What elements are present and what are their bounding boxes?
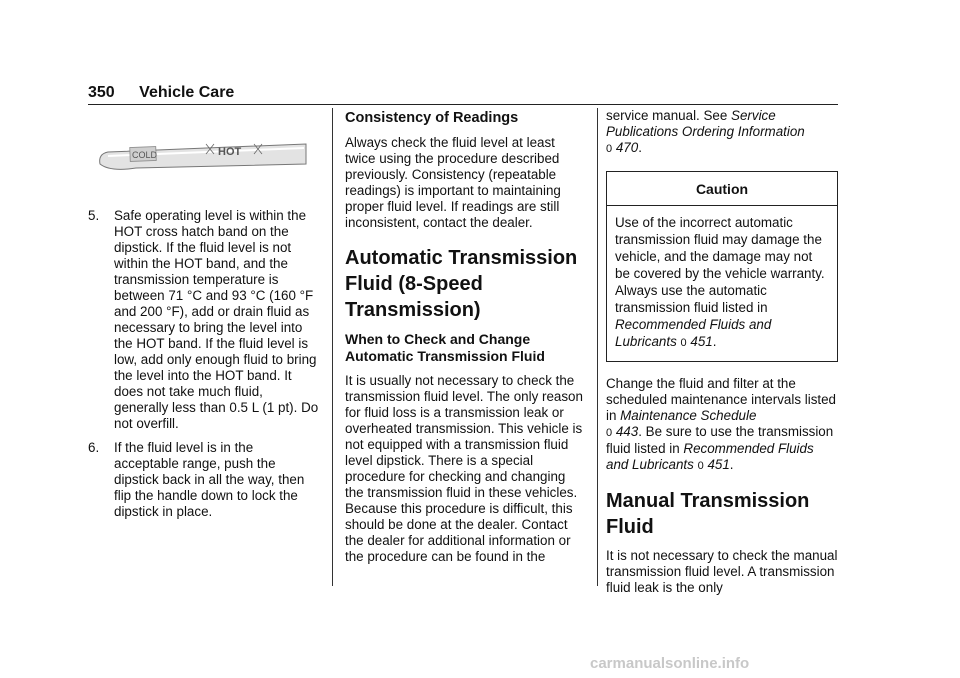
heading-consistency: Consistency of Readings <box>345 110 519 126</box>
watermark: carmanualsonline.info <box>590 655 750 672</box>
link-service-publications[interactable]: Service Publications Ordering Information 0 470 <box>606 108 805 155</box>
page-ref-icon: 0 <box>606 427 613 439</box>
page-ref-icon: 0 <box>606 143 613 155</box>
hot-label: HOT <box>218 146 242 158</box>
page-number: 350 <box>88 84 115 101</box>
heading-when-to-check: When to Check and Change Automatic Transmission Fluid <box>345 331 545 364</box>
step-text: If the fluid level is in the acceptable range, push the dipstick back in all the way, then flip the handle down to lock the dipstick in place. <box>114 440 305 519</box>
column-divider <box>332 108 333 586</box>
list-item <box>88 440 320 520</box>
step-text: Safe operating level is within the HOT cross hatch band on the dipstick. If the fluid level is not within the HOT band, and the transmission temperature is between 71 °C and 93 °C (160 °F and 200 °F), add or drain fluid as necessary to bring the level into the HOT band. If the fluid level is low, add only enough fluid to bring the level into the HOT band. It does not take much fluid, generally less than 0.5 L (1 pt). Do not overfill. <box>114 208 319 431</box>
paragraph-consistency: Always check the fluid level at least twice using the procedure described previously. Consistency (repeatable readings) is important to maintaining proper fluid level. If readings are still inconsistent, contact the dealer. <box>345 135 561 230</box>
paragraph-manual: It is not necessary to check the manual transmission fluid level. A transmission fluid leak is the only <box>606 548 838 595</box>
paragraph-service-manual: service manual. See Service Publications Ordering Information 0 470. <box>606 108 805 155</box>
step-number: 6. <box>88 440 100 455</box>
paragraph-change-fluid: Change the fluid and filter at the scheduled maintenance intervals listed in Maintenance Schedule 0 443. Be sure to use the transmission fluid listed in Recommended Fluids and Lubricants 0 451. <box>606 376 837 472</box>
heading-auto-transmission-fluid: Automatic Transmission Fluid (8-Speed Transmission) <box>345 247 578 321</box>
page-ref-icon: 0 <box>697 460 704 472</box>
page-header <box>88 84 234 102</box>
column-3 <box>606 108 838 600</box>
column-2 <box>345 110 585 569</box>
caution-box <box>606 171 838 362</box>
column-1 <box>88 108 320 528</box>
paragraph-when-to-check: It is usually not necessary to check the transmission fluid level. The only reason for fluid loss is a transmission leak or overheated transmission. This vehicle is not equipped with a transmission fluid level dipstick. There is a special procedure for checking and changing the transmission fluid in these vehicles. Because this procedure is difficult, this should be done at the dealer. Contact the dealer for additional information or the procedure can be found in the <box>345 373 583 564</box>
caution-title: Caution <box>607 172 837 206</box>
dipstick-illustration <box>96 138 310 178</box>
page-ref-icon: 0 <box>680 337 687 349</box>
step-number: 5. <box>88 208 100 223</box>
column-divider <box>597 108 598 586</box>
caution-text: Use of the incorrect automatic transmission fluid may damage the vehicle, and the damage may not be covered by the vehicle warranty. Always use the automatic transmission fluid listed in Recommended Fluids and Lubricants 0 451. <box>615 215 825 349</box>
section-title: Vehicle Care <box>139 84 235 101</box>
procedure-steps <box>88 208 320 520</box>
cold-label: COLD <box>132 150 158 160</box>
header-rule <box>88 104 838 105</box>
link-maintenance-schedule[interactable]: Maintenance Schedule 0 443 <box>606 408 757 439</box>
link-recommended-fluids[interactable]: Recommended Fluids and Lubricants 0 451 <box>615 317 772 349</box>
list-item <box>88 208 320 432</box>
heading-manual-transmission-fluid: Manual Transmission Fluid <box>606 490 810 538</box>
link-recommended-fluids-2[interactable]: Recommended Fluids and Lubricants 0 451 <box>606 441 814 472</box>
